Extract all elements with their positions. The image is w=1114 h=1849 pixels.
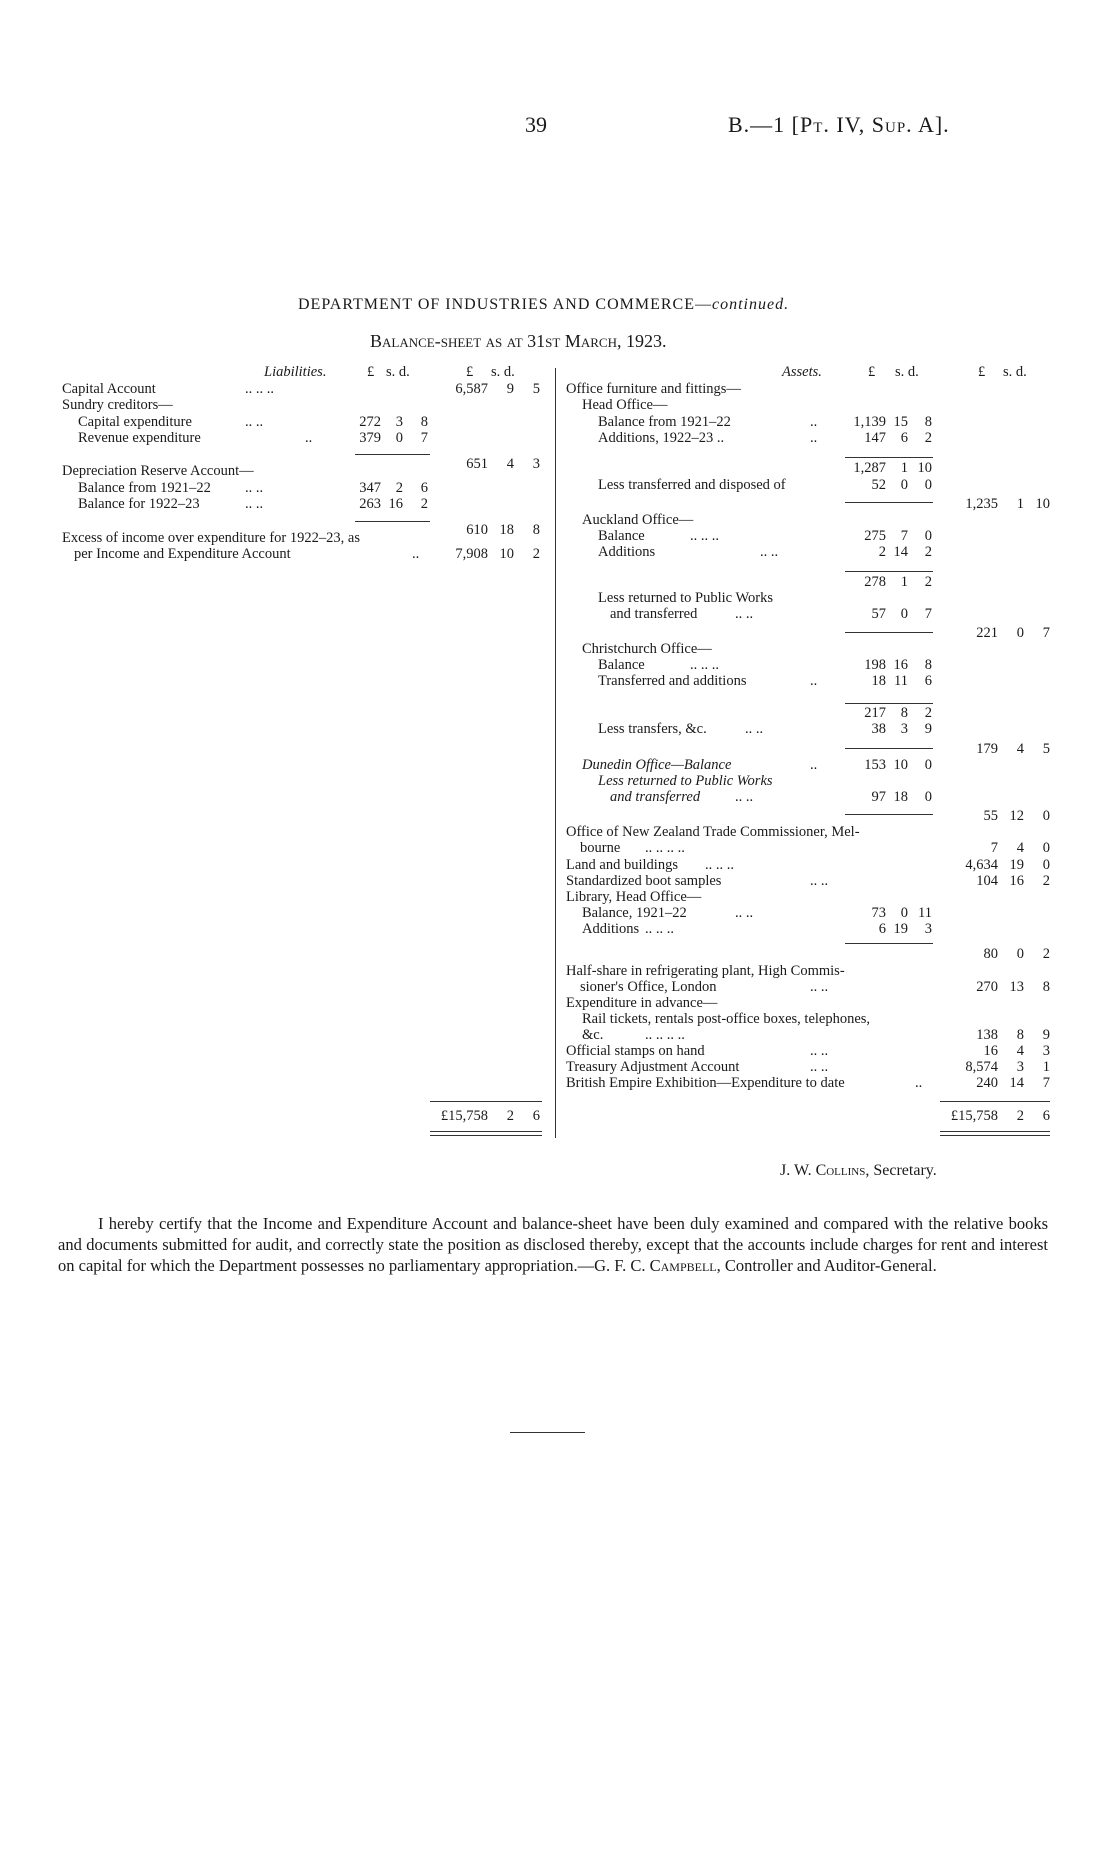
liability-pounds: 347 (359, 480, 381, 496)
asset-pounds: 217 (864, 705, 886, 721)
asset-label: Expenditure in advance— (566, 995, 718, 1011)
asset-label: Library, Head Office— (566, 889, 702, 905)
asset-total-shillings: 0 (1016, 625, 1024, 641)
asset-label: bourne (580, 840, 621, 856)
asset-total-shillings: 14 (1009, 1075, 1024, 1091)
assets-subtotal-rule (845, 571, 933, 572)
liab-col-pound2: £ (466, 364, 474, 380)
leader-dots: .. .. .. (690, 528, 719, 544)
asset-label: Less transferred and disposed of (598, 477, 786, 493)
secretary-signature (780, 1162, 937, 1180)
liab-subtotal-rule (355, 454, 430, 455)
asset-total-pence: 2 (1042, 946, 1050, 962)
asset-pounds: 38 (871, 721, 886, 737)
liab-col-sd: s. d. (386, 364, 410, 380)
liability-label: Sundry creditors— (62, 397, 173, 413)
asset-label: Office of New Zealand Trade Commissioner, Mel- (566, 824, 860, 840)
asset-shillings: 0 (900, 606, 908, 622)
liability-shillings: 16 (388, 496, 403, 512)
assets-subtotal-rule (845, 502, 933, 503)
assets-total-pence: 6 (1042, 1108, 1050, 1124)
asset-pence: 2 (924, 705, 932, 721)
liability-shillings: 2 (395, 480, 403, 496)
leader-dots: .. .. (245, 414, 264, 430)
asset-total-pence: 0 (1042, 808, 1050, 824)
asset-pounds: 198 (864, 657, 886, 673)
liab-total-pence: 6 (532, 1108, 540, 1124)
asset-label: Rail tickets, rentals post-office boxes, telephones, (582, 1011, 871, 1027)
assets-total-pounds: £15,758 (950, 1108, 998, 1124)
assets-subtotal-rule (845, 457, 933, 458)
assets-total-shillings: 2 (1016, 1108, 1024, 1124)
asset-total-pounds: 221 (976, 625, 998, 641)
leader-dots: .. (810, 414, 818, 430)
liab-total-shillings: 2 (506, 1108, 514, 1124)
asset-pence: 6 (924, 673, 932, 689)
asset-pounds: 57 (871, 606, 886, 622)
asset-label: and transferred (610, 606, 698, 622)
asset-pence: 9 (924, 721, 932, 737)
asset-total-pounds: 4,634 (965, 857, 998, 873)
asset-label: &c. (582, 1027, 604, 1043)
liability-label: Balance from 1921–22 (78, 480, 211, 496)
asset-label: Land and buildings (566, 857, 678, 873)
asset-pence: 10 (917, 460, 932, 476)
leader-dots: .. .. (735, 789, 754, 805)
asset-pence: 0 (924, 789, 932, 805)
asset-pounds: 97 (871, 789, 886, 805)
asset-shillings: 0 (900, 905, 908, 921)
leader-dots: .. .. (810, 873, 829, 889)
asset-label: Office furniture and fittings— (566, 381, 741, 397)
asset-label: Less transfers, &c. (598, 721, 707, 737)
liability-label: Capital expenditure (78, 414, 192, 430)
asset-label: sioner's Office, London (580, 979, 717, 995)
title-main: DEPARTMENT OF INDUSTRIES AND COMMERCE— (298, 296, 712, 313)
assets-col-pound2: £ (978, 364, 986, 380)
asset-total-pounds: 7 (990, 840, 998, 856)
asset-pounds: 275 (864, 528, 886, 544)
liability-total-shillings: 18 (499, 522, 514, 538)
asset-total-pence: 0 (1042, 840, 1050, 856)
leader-dots: .. .. (245, 496, 264, 512)
liability-pounds: 272 (359, 414, 381, 430)
leader-dots: .. .. .. .. (645, 840, 685, 856)
column-divider (555, 368, 556, 1138)
asset-total-pounds: 138 (976, 1027, 998, 1043)
asset-total-pence: 3 (1042, 1043, 1050, 1059)
liability-label: per Income and Expenditure Account (74, 546, 291, 562)
asset-shillings: 19 (893, 921, 908, 937)
secretary-name: J. W. Collins (780, 1162, 866, 1179)
assets-total-rule-bottom (940, 1131, 1050, 1136)
leader-dots: .. .. (735, 905, 754, 921)
asset-pounds: 153 (864, 757, 886, 773)
liability-label: Capital Account (62, 381, 156, 397)
assets-subtotal-rule (845, 703, 933, 704)
asset-pounds: 6 (878, 921, 886, 937)
page-title (298, 296, 789, 314)
asset-shillings: 11 (894, 673, 908, 689)
asset-total-pounds: 80 (983, 946, 998, 962)
asset-total-shillings: 4 (1016, 741, 1024, 757)
assets-subtotal-rule (845, 748, 933, 749)
asset-total-pounds: 270 (976, 979, 998, 995)
asset-shillings: 18 (893, 789, 908, 805)
asset-pence: 7 (924, 606, 932, 622)
asset-total-pounds: 55 (983, 808, 998, 824)
leader-dots: .. .. .. .. (645, 1027, 685, 1043)
document-reference: B.—1 [Pt. IV, Sup. A]. (728, 112, 950, 137)
asset-pence: 0 (924, 477, 932, 493)
asset-total-shillings: 19 (1009, 857, 1024, 873)
liability-total-pounds: 7,908 (455, 546, 488, 562)
liability-total-pounds: 610 (466, 522, 488, 538)
liability-total-pence: 2 (532, 546, 540, 562)
leader-dots: .. (810, 757, 818, 773)
liabilities-heading: Liabilities. (264, 364, 327, 380)
asset-total-shillings: 8 (1016, 1027, 1024, 1043)
liab-total-pounds: £15,758 (440, 1108, 488, 1124)
liability-total-pence: 3 (532, 456, 540, 472)
asset-label: Dunedin Office—Balance (582, 757, 732, 773)
liability-shillings: 0 (395, 430, 403, 446)
auditor-name: Campbell (649, 1256, 717, 1275)
leader-dots: .. .. .. (705, 857, 734, 873)
leader-dots: .. .. .. (645, 921, 674, 937)
liability-pence: 8 (420, 414, 428, 430)
asset-label: British Empire Exhibition—Expenditure to date (566, 1075, 845, 1091)
asset-label: Additions, 1922–23 .. (598, 430, 725, 446)
asset-pounds: 147 (864, 430, 886, 446)
asset-label: Balance (598, 657, 645, 673)
leader-dots: .. .. (745, 721, 764, 737)
certificate-text: I hereby certify that the Income and Expenditure Account and balance-sheet have been duly examined and compared with the relative books and documents submitted for audit, and correctly state the position as disclosed thereby, except that the accounts include charges for rent and interest on capital for which the Department possesses no parliamentary appropriation.—G. F. C. (58, 1214, 1048, 1275)
asset-pence: 2 (924, 544, 932, 560)
asset-pence: 2 (924, 574, 932, 590)
asset-label: Balance, 1921–22 (582, 905, 687, 921)
liability-label: Revenue expenditure (78, 430, 201, 446)
footer-rule (510, 1432, 585, 1433)
liab-col-sd2: s. d. (491, 364, 515, 380)
balance-sheet-subtitle: Balance-sheet as at 31st March, 1923. (370, 331, 667, 351)
liability-pence: 6 (420, 480, 428, 496)
leader-dots: .. .. (810, 979, 829, 995)
leader-dots: .. .. .. (245, 381, 274, 397)
asset-total-pounds: 240 (976, 1075, 998, 1091)
asset-total-pence: 0 (1042, 857, 1050, 873)
assets-total-rule-top (940, 1101, 1050, 1102)
asset-pounds: 1,287 (853, 460, 886, 476)
asset-pounds: 278 (864, 574, 886, 590)
asset-total-pounds: 16 (983, 1043, 998, 1059)
asset-label: Balance (598, 528, 645, 544)
liability-pounds: 263 (359, 496, 381, 512)
title-continued: continued. (711, 296, 790, 313)
liability-label: Excess of income over expenditure for 1922–23, as (62, 530, 360, 546)
liability-shillings: 3 (395, 414, 403, 430)
liability-total-pounds: 651 (466, 456, 488, 472)
asset-total-shillings: 13 (1009, 979, 1024, 995)
asset-pounds: 1,139 (853, 414, 886, 430)
asset-shillings: 14 (893, 544, 908, 560)
asset-label: Auckland Office— (582, 512, 694, 528)
assets-subtotal-rule (845, 814, 933, 815)
asset-total-shillings: 1 (1016, 496, 1024, 512)
asset-pence: 11 (918, 905, 932, 921)
liab-col-pound: £ (367, 364, 375, 380)
leader-dots: .. (810, 430, 818, 446)
asset-shillings: 0 (900, 477, 908, 493)
asset-pounds: 52 (871, 477, 886, 493)
assets-col-pound: £ (868, 364, 876, 380)
leader-dots: .. (305, 430, 313, 446)
asset-label: Christchurch Office— (582, 641, 712, 657)
assets-col-sd2: s. d. (1003, 364, 1027, 380)
leader-dots: .. (915, 1075, 923, 1091)
asset-shillings: 3 (900, 721, 908, 737)
asset-pence: 3 (924, 921, 932, 937)
assets-col-sd: s. d. (895, 364, 919, 380)
leader-dots: .. .. (810, 1043, 829, 1059)
asset-total-pence: 9 (1042, 1027, 1050, 1043)
asset-label: Less returned to Public Works (598, 590, 773, 606)
asset-pence: 0 (924, 757, 932, 773)
asset-pence: 8 (924, 414, 932, 430)
asset-total-pence: 1 (1042, 1059, 1050, 1075)
asset-label: Less returned to Public Works (598, 773, 773, 789)
liability-pounds: 379 (359, 430, 381, 446)
leader-dots: .. (412, 546, 420, 562)
asset-label: Standardized boot samples (566, 873, 722, 889)
leader-dots: .. .. (810, 1059, 829, 1075)
leader-dots: .. (810, 673, 818, 689)
asset-pounds: 18 (871, 673, 886, 689)
liability-total-pounds: 6,587 (455, 381, 488, 397)
assets-subtotal-rule (845, 943, 933, 944)
liab-total-rule-bottom (430, 1131, 542, 1136)
asset-total-pence: 5 (1042, 741, 1050, 757)
asset-total-pence: 2 (1042, 873, 1050, 889)
asset-total-pounds: 104 (976, 873, 998, 889)
asset-total-shillings: 4 (1016, 1043, 1024, 1059)
leader-dots: .. .. (760, 544, 779, 560)
asset-label: Treasury Adjustment Account (566, 1059, 740, 1075)
asset-total-shillings: 3 (1016, 1059, 1024, 1075)
asset-total-shillings: 12 (1009, 808, 1024, 824)
asset-shillings: 6 (900, 430, 908, 446)
asset-pence: 2 (924, 430, 932, 446)
liability-total-shillings: 9 (506, 381, 514, 397)
asset-total-pounds: 179 (976, 741, 998, 757)
asset-label: and transferred (610, 789, 701, 805)
leader-dots: .. .. (245, 480, 264, 496)
asset-label: Head Office— (582, 397, 668, 413)
asset-pence: 0 (924, 528, 932, 544)
asset-label: Additions (598, 544, 656, 560)
asset-total-pounds: 1,235 (965, 496, 998, 512)
liab-subtotal-rule (355, 521, 430, 522)
asset-total-pence: 7 (1042, 1075, 1050, 1091)
liability-total-shillings: 4 (506, 456, 514, 472)
asset-total-shillings: 0 (1016, 946, 1024, 962)
asset-label: Transferred and additions (598, 673, 747, 689)
asset-shillings: 8 (900, 705, 908, 721)
page-number: 39 (525, 112, 547, 137)
leader-dots: .. .. .. (690, 657, 719, 673)
asset-label: Half-share in refrigerating plant, High Commis- (566, 963, 845, 979)
asset-pounds: 73 (871, 905, 886, 921)
asset-pence: 8 (924, 657, 932, 673)
asset-total-shillings: 16 (1009, 873, 1024, 889)
audit-certificate (58, 1213, 1048, 1276)
liab-total-rule-top (430, 1101, 542, 1102)
liability-total-shillings: 10 (499, 546, 514, 562)
liability-total-pence: 5 (532, 381, 540, 397)
asset-label: Official stamps on hand (566, 1043, 705, 1059)
asset-label: Additions (582, 921, 640, 937)
liability-pence: 7 (420, 430, 428, 446)
assets-subtotal-rule (845, 632, 933, 633)
secretary-title: , Secretary. (865, 1162, 937, 1179)
asset-total-pounds: 8,574 (965, 1059, 998, 1075)
asset-shillings: 1 (900, 574, 908, 590)
liability-label: Depreciation Reserve Account— (62, 463, 254, 479)
asset-shillings: 10 (893, 757, 908, 773)
liability-label: Balance for 1922–23 (78, 496, 200, 512)
asset-shillings: 1 (900, 460, 908, 476)
liability-pence: 2 (420, 496, 428, 512)
certificate-closing: , Controller and Auditor-General. (716, 1256, 937, 1275)
leader-dots: .. .. (735, 606, 754, 622)
asset-total-pence: 8 (1042, 979, 1050, 995)
assets-heading: Assets. (782, 364, 822, 380)
asset-shillings: 7 (900, 528, 908, 544)
asset-shillings: 15 (893, 414, 908, 430)
liability-total-pence: 8 (532, 522, 540, 538)
asset-total-pence: 7 (1042, 625, 1050, 641)
asset-shillings: 16 (893, 657, 908, 673)
asset-total-pence: 10 (1035, 496, 1050, 512)
asset-total-shillings: 4 (1016, 840, 1024, 856)
asset-pounds: 2 (878, 544, 886, 560)
asset-label: Balance from 1921–22 (598, 414, 731, 430)
